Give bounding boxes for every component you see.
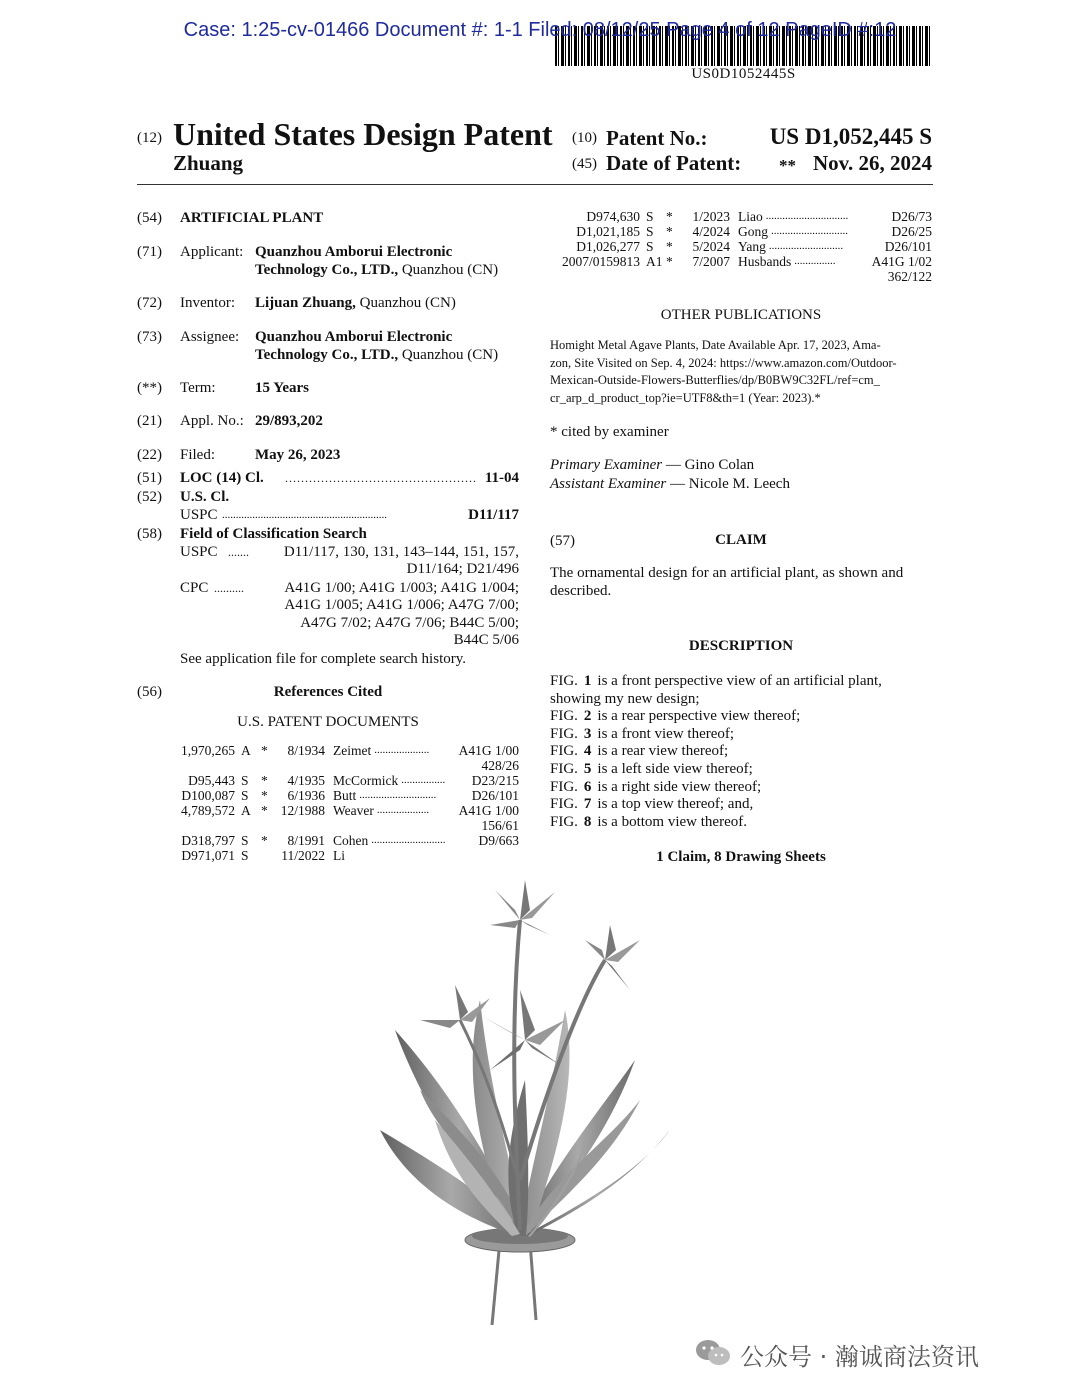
ref-class: A41G 1/00 [458,743,519,758]
cited-by-examiner: * cited by examiner [550,424,669,440]
fig-prefix: FIG. [550,778,578,795]
fig-prefix: FIG. [550,760,578,777]
field-54-code: (54) [137,210,162,226]
ref-kind: S [241,848,249,863]
fig-number: 4 [583,743,592,760]
fig-description: is a front perspective view of an artificial plant, [597,673,882,689]
description-line [550,726,932,744]
code-45: (45) [572,156,597,172]
description-line [550,779,932,797]
uspc-dots: ............................................................ [222,509,387,521]
ref-dots: ........................... [768,240,844,252]
reference-row [550,209,932,224]
fig-prefix: FIG. [550,813,578,830]
ref-kind: A [241,803,251,818]
ref-kind: S [646,209,654,224]
claims-sheets: 1 Claim, 8 Drawing Sheets [656,849,826,865]
field-52-code: (52) [137,489,162,505]
ref-name: Weaver [333,803,374,818]
ref-dots: .............................. [765,210,849,222]
field-72-code: (72) [137,295,162,311]
description-line [550,796,932,814]
ref-class-continued: 362/122 [887,269,932,284]
description-list [550,673,932,831]
ref-class: A41G 1/00 [458,803,519,818]
fig-prefix: FIG. [550,796,578,813]
barcode-number: US0D1052445S [691,66,796,82]
uspc-value: D11/117 [468,507,519,523]
primary-examiner: Primary Examiner — Gino Colan [550,457,755,473]
search-uspc-line1: D11/117, 130, 131, 143–144, 151, 157, [283,544,519,560]
patent-no-label: Patent No.: [606,126,708,150]
ref-number: 2007/0159813 [561,254,640,269]
watermark-text: 公众号 · 瀚诚商法资讯 [740,1343,979,1371]
ref-date: 8/1934 [287,743,325,758]
field-21-label: Appl. No.: [180,413,244,429]
fig-description: showing my new design; [550,690,700,707]
ref-date: 11/2022 [281,848,325,863]
fig-description: is a top view thereof; and, [597,796,754,813]
fig-prefix: FIG. [550,708,578,725]
other-publications-title: OTHER PUBLICATIONS [660,307,822,323]
ref-class: A41G 1/02 [871,254,932,269]
fig-prefix: FIG. [550,673,578,689]
ref-date: 8/1991 [287,833,325,848]
fig-description: is a right side view thereof; [597,778,762,795]
ref-name: McCormick [333,773,399,788]
ref-dots: ............................ [771,225,848,237]
field-56-code: (56) [137,684,162,700]
claim-title: CLAIM [715,532,767,548]
term-code: (**) [137,380,162,396]
ref-date: 12/1988 [280,803,325,818]
other-pub-line: Mexican-Outside-Flowers-Butterflies/dp/B0BW9C32FL/ref=cm_ [550,373,880,387]
description-line [550,761,932,779]
inventor-surname: Zhuang [173,151,244,175]
ref-date: 4/2024 [692,224,730,239]
loc-dots: ................................................ [285,471,477,485]
ref-class: D26/101 [884,239,932,254]
ref-date: 7/2007 [692,254,730,269]
assistant-examiner: Assistant Examiner — Nicole M. Leech [550,476,790,492]
fig-prefix: FIG. [550,725,578,742]
fig-description: is a bottom view thereof. [597,813,747,830]
ref-name: Cohen [333,833,369,848]
ref-name: Li [333,848,345,863]
applicant-name-2: Technology Co., LTD., Quanzhou (CN) [255,262,499,278]
appl-no: 29/893,202 [255,413,323,429]
ref-star: * [666,254,673,269]
artificial-plant-drawing [380,880,680,1340]
fig-number: 1 [583,673,592,689]
patent-title: United States Design Patent [173,116,553,152]
code-12: (12) [137,130,162,146]
ref-class: D9/663 [478,833,519,848]
term-label: Term: [180,380,216,396]
description-title: DESCRIPTION [688,638,794,654]
ref-kind: S [241,788,249,803]
fig-number: 8 [583,813,592,830]
reference-row [165,773,519,788]
reference-row [165,833,519,848]
ref-class: D26/73 [891,209,932,224]
ref-kind: S [241,773,249,788]
field-22-label: Filed: [180,447,216,463]
flower-top [490,880,555,935]
reference-row [165,848,519,863]
ref-kind: S [646,239,654,254]
ref-star: * [261,743,268,758]
fig-description: is a rear view thereof; [597,743,729,760]
fig-number: 7 [583,796,592,813]
inventor-name: Lijuan Zhuang, Quanzhou (CN) [255,295,456,311]
ref-class-continued: 156/61 [481,818,519,833]
description-line [550,708,932,726]
field-71-code: (71) [137,244,162,260]
ref-date: 1/2023 [692,209,730,224]
filed-date: May 26, 2023 [255,447,341,463]
case-header: Case: 1:25-cv-01466 Document #: 1-1 Filed: 08/12/25 Page 4 of 12 PageID #:12 [183,19,897,41]
ref-kind: A1 [646,254,663,269]
ref-kind: S [241,833,249,848]
ref-class-continued: 428/26 [481,758,519,773]
reference-row [550,239,932,254]
ref-number: D318,797 [181,833,235,848]
ref-name: Liao [738,209,763,224]
search-note: See application file for complete search history. [180,651,467,667]
search-cpc-label: CPC [180,580,209,596]
fig-description: is a front view thereof; [597,725,735,742]
fig-number: 5 [583,760,592,777]
description-line [550,673,932,691]
field-21-code: (21) [137,413,162,429]
ref-class: D23/215 [471,773,519,788]
ref-date: 4/1935 [287,773,325,788]
description-line [550,691,932,709]
description-line [550,814,932,832]
ref-star: * [666,224,673,239]
date-mark: ** [779,156,796,175]
ref-star: * [666,209,673,224]
flower-middle [480,990,565,1070]
claim-text [550,564,932,600]
left-references [165,743,519,863]
fig-description: is a rear perspective view thereof; [597,708,801,725]
ref-number: D1,021,185 [576,224,640,239]
fig-number: 6 [583,778,592,795]
reference-row [550,224,932,239]
search-cpc-line2: A41G 1/005; A41G 1/006; A47G 7/00; [284,597,519,613]
loc-value: 11-04 [484,470,519,486]
ref-class: D26/25 [891,224,932,239]
loc-label: LOC (14) Cl. [180,470,264,486]
ref-star [261,848,277,863]
field-57-code: (57) [550,533,575,549]
ref-name: Zeimet [333,743,372,758]
ref-dots: ................ [401,774,446,786]
ref-number: D1,026,277 [576,239,640,254]
ref-class [516,848,519,863]
field-54-title: ARTIFICIAL PLANT [180,210,324,226]
wechat-icon [695,1338,731,1368]
ref-star: * [261,833,268,848]
field-58-code: (58) [137,526,162,542]
fig-prefix: FIG. [550,743,578,760]
ref-dots [345,848,516,863]
field-51-code: (51) [137,470,162,486]
ref-dots: ............... [794,255,836,267]
reference-row [165,803,519,818]
assignee-name-2: Technology Co., LTD., Quanzhou (CN) [255,347,499,363]
ref-kind: S [646,224,654,239]
fig-number: 3 [583,725,592,742]
ref-dots: ................... [376,804,430,816]
us-cl-label: U.S. Cl. [180,489,230,505]
references-title: References Cited [273,684,383,700]
assignee-name-1: Quanzhou Amborui Electronic [255,329,453,345]
field-22-code: (22) [137,447,162,463]
uspc-label: USPC [180,507,218,523]
ref-date: 5/2024 [692,239,730,254]
other-publications [550,337,932,407]
search-uspc-dots: ....... [228,545,249,559]
ref-star: * [261,788,268,803]
ref-star: * [666,239,673,254]
ref-name: Husbands [738,254,792,269]
claim-line: described. [550,583,612,599]
ref-name: Butt [333,788,357,803]
term-value: 15 Years [255,380,310,396]
ref-number: 1,970,265 [181,743,235,758]
ref-number: D974,630 [586,209,640,224]
field-71-label: Applicant: [180,244,244,260]
field-search-label: Field of Classification Search [180,526,367,542]
ref-name: Yang [738,239,766,254]
search-cpc-line3: A47G 7/02; A47G 7/06; B44C 5/00; [300,615,519,631]
field-72-label: Inventor: [180,295,235,311]
reference-row [165,743,519,758]
search-cpc-dots: .......... [214,581,244,595]
ref-star: * [261,773,268,788]
ref-date: 6/1936 [287,788,325,803]
patent-date: Nov. 26, 2024 [812,151,932,175]
us-patent-docs-title: U.S. PATENT DOCUMENTS [237,714,419,730]
ref-name: Gong [738,224,768,239]
fig-description: is a left side view thereof; [597,760,753,777]
search-uspc-line2: D11/164; D21/496 [406,561,519,577]
search-cpc-line1: A41G 1/00; A41G 1/003; A41G 1/004; [284,580,519,596]
ref-class: D26/101 [471,788,519,803]
ref-dots: ............................ [359,789,437,801]
ref-number: D95,443 [188,773,235,788]
other-pub-line: zon, Site Visited on Sep. 4, 2024: https://www.amazon.com/Outdoor- [550,355,897,370]
search-cpc-line4: B44C 5/06 [453,632,519,648]
ref-star: * [261,803,268,818]
search-uspc-label: USPC [180,544,218,560]
claim-line: The ornamental design for an artificial plant, as shown and [550,565,904,581]
ref-dots: ........................... [371,834,446,846]
reference-row [165,788,519,803]
other-pub-line: cr_arp_d_product_top?ie=UTF8&th=1 (Year: 2023).* [550,390,821,405]
patent-number: US D1,052,445 S [769,124,932,149]
description-line [550,743,932,761]
ref-number: D100,087 [181,788,235,803]
header-rule [137,184,933,185]
date-label: Date of Patent: [606,151,742,175]
code-10: (10) [572,130,597,146]
ref-kind: A [241,743,251,758]
field-73-label: Assignee: [180,329,240,345]
reference-row [550,254,932,269]
right-references [550,209,932,284]
ref-number: 4,789,572 [181,803,235,818]
applicant-name-1: Quanzhou Amborui Electronic [255,244,453,260]
fig-number: 2 [583,708,592,725]
other-pub-line: Homight Metal Agave Plants, Date Available Apr. 17, 2023, Ama- [550,338,881,352]
ref-dots: .................... [374,744,430,756]
field-73-code: (73) [137,329,162,345]
ref-number: D971,071 [181,848,235,863]
